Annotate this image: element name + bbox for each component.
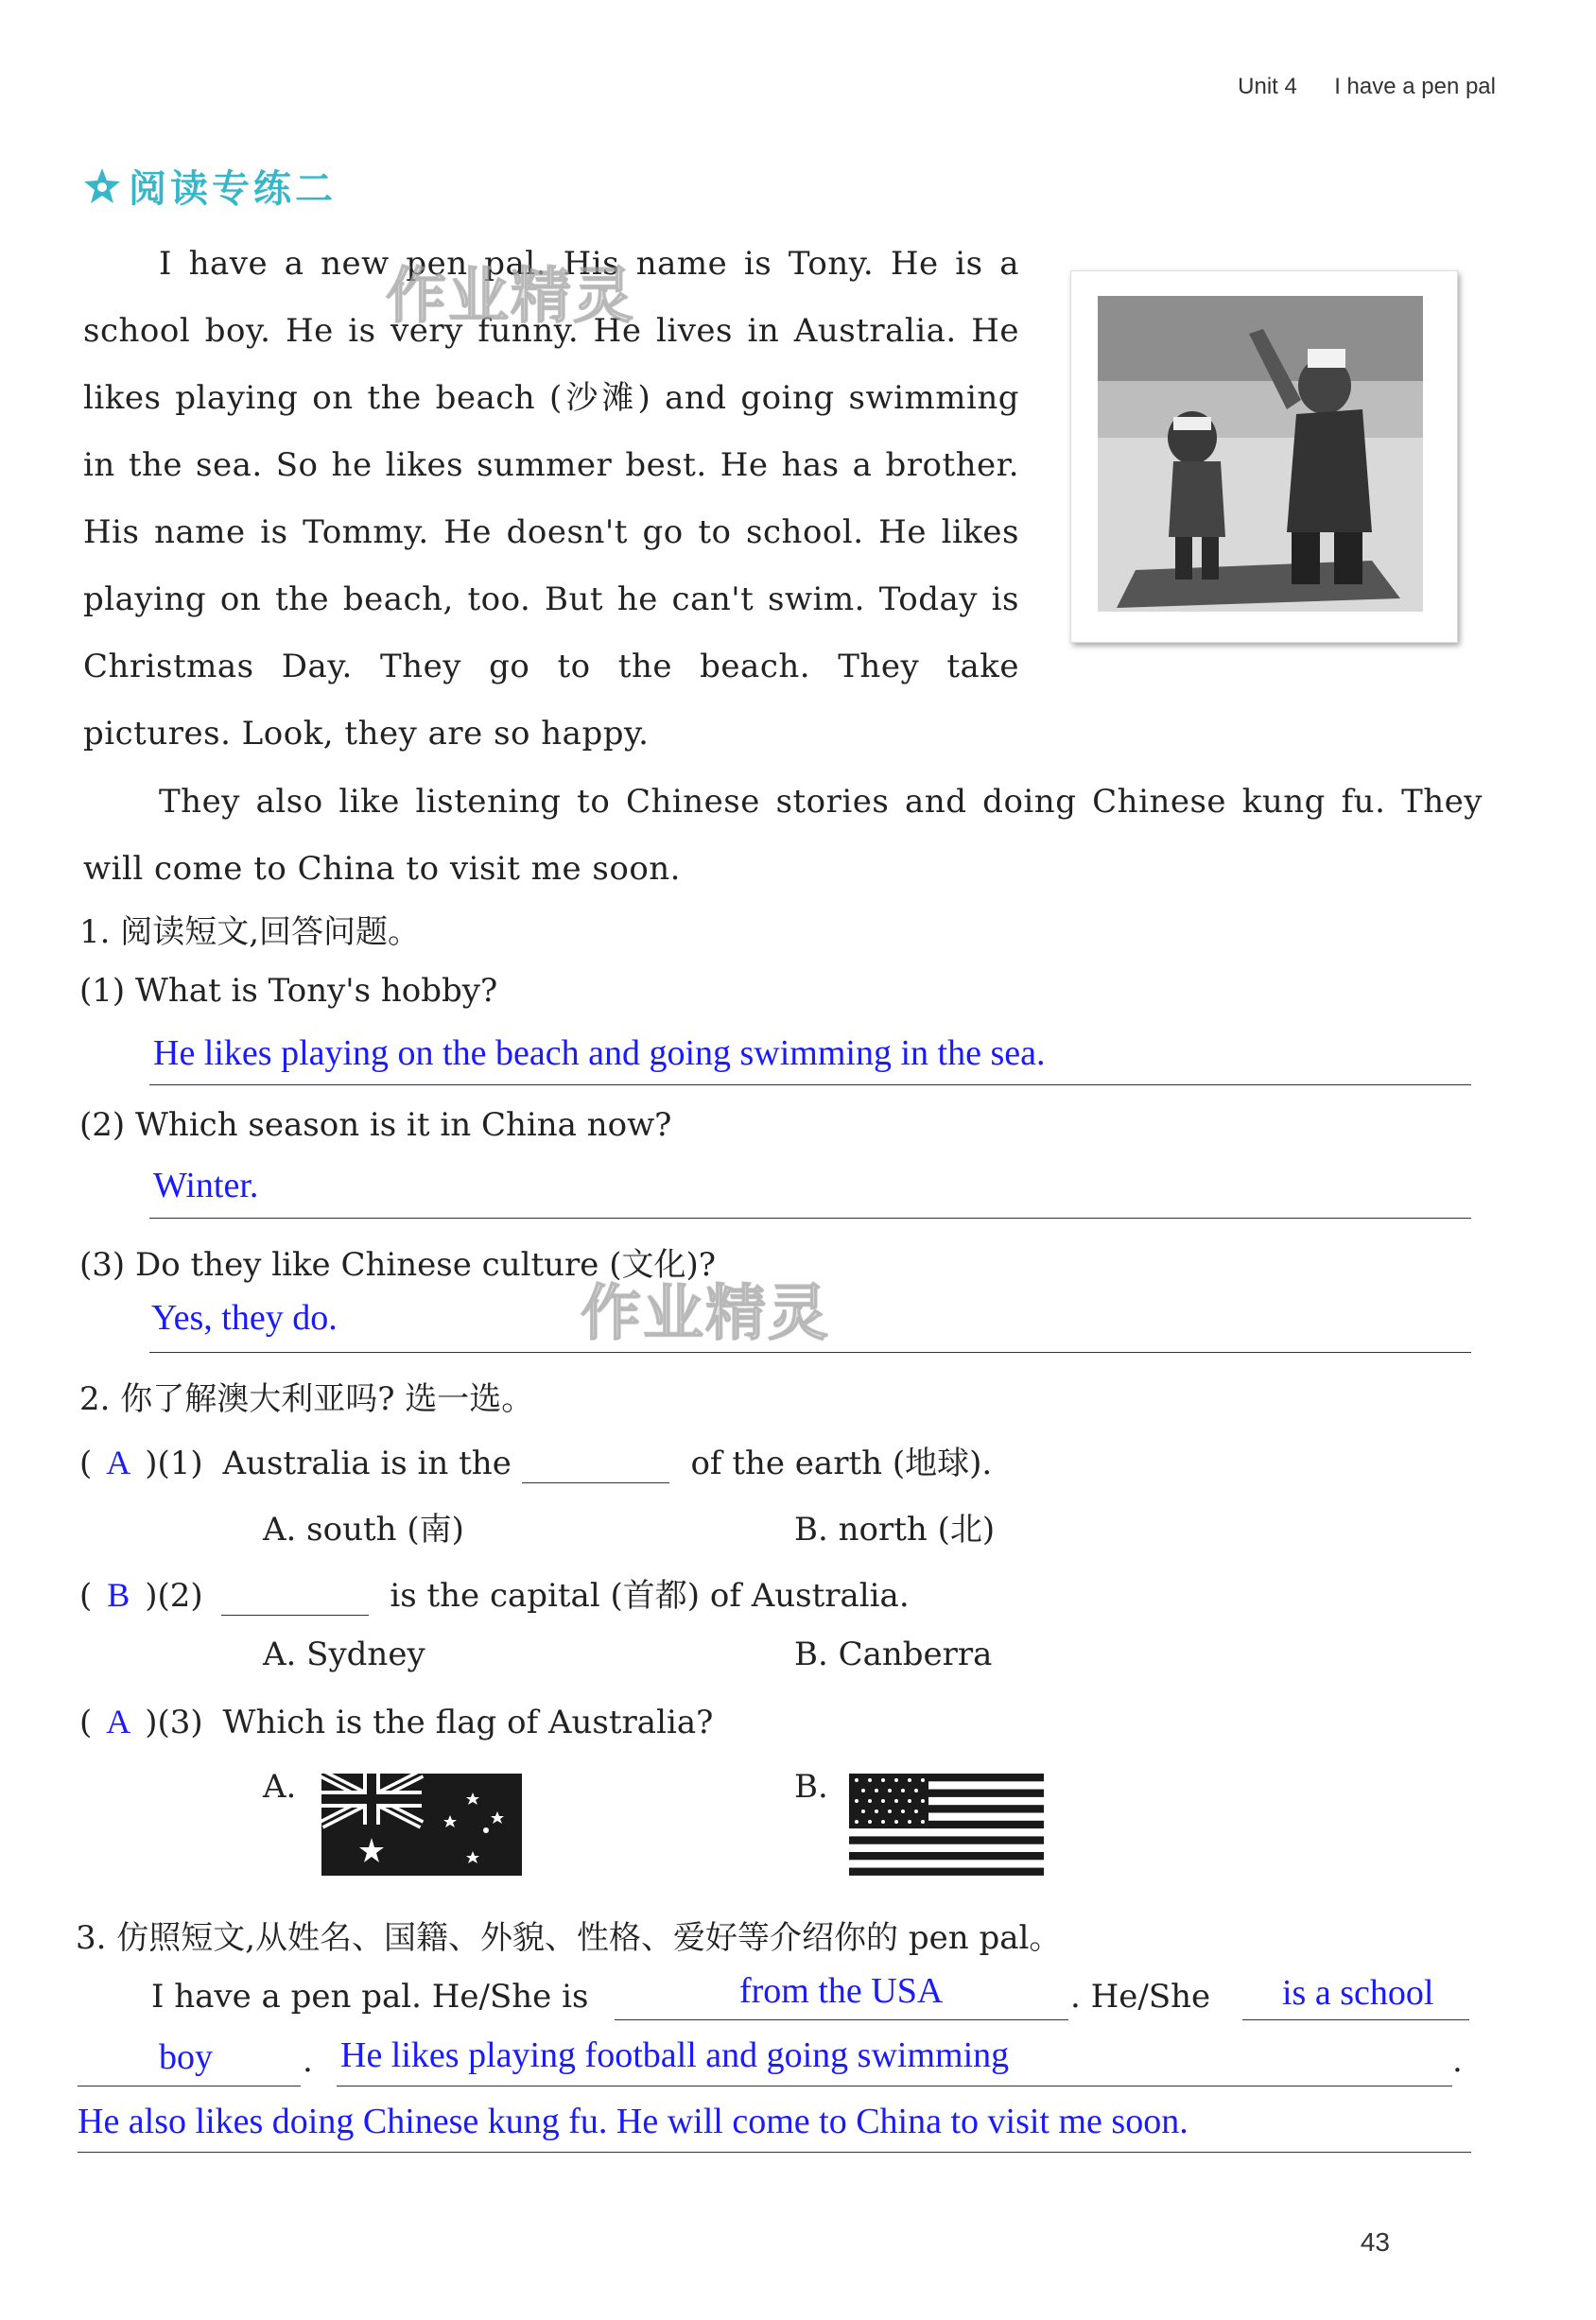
q2-number-1: )(1): [145, 1445, 203, 1482]
q3-answer-3: boy: [159, 2037, 213, 2077]
q2-stem-1b: of the earth (地球).: [690, 1445, 993, 1482]
q3-line1-mid: . He/She: [1070, 1978, 1211, 2016]
q2-item-1: ( A )(1) Australia is in the of the earth (地球).: [79, 1444, 993, 1482]
q2-option-3b: B.: [794, 1768, 828, 1806]
q1-answer-line-3: [149, 1352, 1471, 1353]
unit-label: Unit 4: [1238, 74, 1297, 99]
q2-answer-1: A: [106, 1444, 131, 1481]
q2-item-3: ( A )(3) Which is the flag of Australia?: [79, 1703, 714, 1741]
watermark-2: 作业精灵: [581, 1279, 830, 1349]
passage-text-1: I have a new pen pal. His name is Tony. He is a school boy. He is very funny. He lives in Australia. He likes playing on the beach (沙滩) and going swimming in the sea. So he likes summer best. He has a brother. His name is Tommy. He doesn't go to school. He likes playing on the beach, too. But he can't swim. Today is Christmas Day. They go to the beach. They take pictures. Look, they are so happy.: [83, 245, 1019, 753]
q3-line-1: [615, 2019, 1068, 2020]
q3-line1-start: I have a pen pal. He/She is: [151, 1978, 589, 2016]
q1-answer-line-1: [149, 1084, 1471, 1085]
q1-question-1: (1) What is Tony's hobby?: [79, 972, 498, 1010]
beach-photo: [1098, 296, 1423, 612]
star-icon: [81, 165, 123, 207]
q2-answer-3: A: [106, 1703, 131, 1740]
passage-paragraph-2: They also like listening to Chinese stories and doing Chinese kung fu. They will come to China to visit me soon.: [83, 783, 1483, 888]
section-title: [81, 159, 337, 213]
q3-answer-4: He likes playing football and going swimming: [340, 2035, 1010, 2075]
page-header: [1238, 74, 1496, 100]
q2-number-3: )(3): [145, 1704, 203, 1741]
page-number: 43: [1360, 2227, 1390, 2257]
q3-heading: 3. 仿照短文,从姓名、国籍、外貌、性格、爱好等介绍你的 pen pal。: [76, 1919, 1062, 1957]
q2-item-2: ( B )(2) is the capital (首都) of Australia.: [79, 1576, 910, 1615]
q2-option-3a: A.: [263, 1768, 297, 1806]
usa-flag-icon: [849, 1774, 1044, 1876]
q3-line-5: [78, 2152, 1471, 2153]
q2-option-2b: B. Canberra: [794, 1636, 993, 1673]
q2-stem-3: Which is the flag of Australia?: [222, 1704, 714, 1741]
q2-blank-1: [522, 1452, 669, 1483]
q2-number-2: )(2): [145, 1577, 203, 1615]
q2-answer-2: B: [107, 1576, 130, 1614]
q1-answer-line-2: [149, 1218, 1471, 1219]
q1-answer-3: Yes, they do.: [151, 1298, 338, 1338]
q1-answer-1: He likes playing on the beach and going swimming in the sea.: [153, 1033, 1046, 1073]
watermark-1: 作业精灵: [386, 262, 635, 332]
q2-option-2a: A. Sydney: [263, 1636, 425, 1673]
australia-flag-icon: [321, 1774, 522, 1876]
q2-blank-2: [221, 1584, 369, 1616]
q2-option-1b: B. north (北): [794, 1511, 996, 1549]
q2-stem-2: is the capital (首都) of Australia.: [390, 1577, 910, 1615]
q2-option-1a: A. south (南): [263, 1511, 464, 1549]
q3-answer-2: is a school: [1282, 1973, 1434, 2013]
unit-title: I have a pen pal: [1334, 74, 1496, 99]
q1-heading: 1. 阅读短文,回答问题。: [79, 913, 421, 951]
q1-question-3: (3) Do they like Chinese culture (文化)?: [79, 1246, 716, 1284]
photo-frame: [1070, 270, 1458, 643]
q1-question-2: (2) Which season is it in China now?: [79, 1106, 672, 1144]
q3-answer-5: He also likes doing Chinese kung fu. He will come to China to visit me soon.: [78, 2102, 1188, 2141]
q3-line-2: [1242, 2019, 1469, 2020]
q1-answer-2: Winter.: [153, 1166, 259, 1205]
q2-heading: 2. 你了解澳大利亚吗? 选一选。: [79, 1380, 534, 1418]
q2-stem-1a: Australia is in the: [222, 1445, 512, 1482]
section-title-text: 阅读专练二: [129, 166, 337, 211]
q3-answer-1: from the USA: [739, 1971, 944, 2011]
